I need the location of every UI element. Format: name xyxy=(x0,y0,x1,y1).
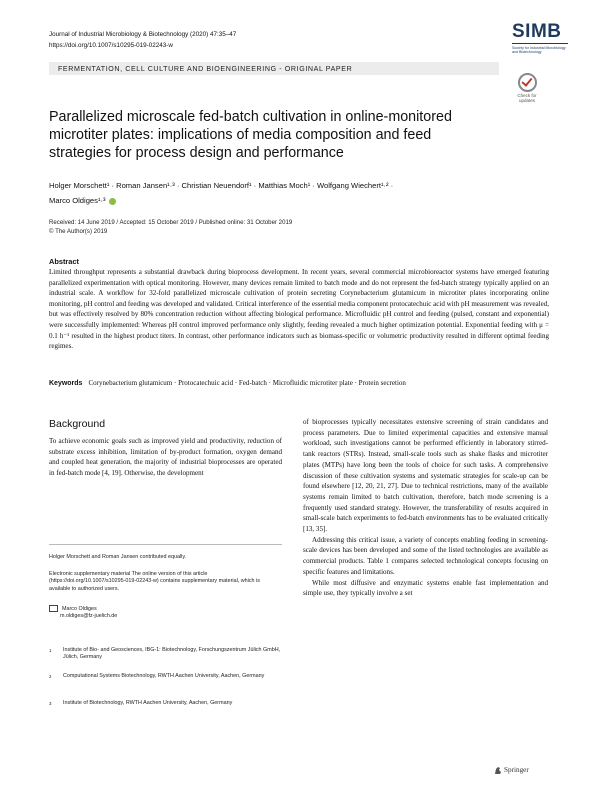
corresponding-author[interactable]: Marco Oldiges¹·³ xyxy=(49,196,106,205)
body-paragraph-2: Addressing this critical issue, a variety of concepts enabling feeding in screening-scale devices has been developed and some of the listed technologies are available as commercial products. Table 1 compares selected technological concepts focusing on specific features and limitations. xyxy=(303,535,548,576)
logo-text: SIMB xyxy=(512,21,562,42)
footnote-divider xyxy=(49,544,282,545)
article-title: Parallelized microscale fed-batch cultivation in online-monitored microtiter plates: implications of media composition and feed strategies for process design and performance xyxy=(49,109,452,161)
publisher-logo xyxy=(494,766,529,775)
keywords-text: Corynebacterium glutamicum · Protocatechuic acid · Fed-batch · Microfluidic microtiter plate · Protein secretion xyxy=(88,379,406,387)
springer-horse-icon xyxy=(494,766,502,775)
logo-subtitle: Society for Industrial Microbiology and Biotechnology xyxy=(512,46,566,55)
keywords-label: Keywords xyxy=(49,380,83,387)
left-column-paragraph: To achieve economic goals such as improved yield and productivity, reduction of substrate excess inhibition, limitation of by-product formation, oxygen demand and coupled heat generation, the majority of industrial bioprocesses are operated in fed-batch mode [4, 19]. Otherwise, the development xyxy=(49,437,282,478)
esm-note: Electronic supplementary material The online version of this article (https://doi.org/10.1007/s10295-019-02243-w) contains supplementary material, which is available to authorized users. xyxy=(49,571,260,592)
section-heading-background: Background xyxy=(49,418,106,430)
envelope-icon xyxy=(49,605,58,612)
journal-logo xyxy=(512,22,568,55)
article-category: FERMENTATION, CELL CULTURE AND BIOENGINEERING - ORIGINAL PAPER xyxy=(58,65,353,73)
affiliation-3 xyxy=(49,700,282,707)
contact-name: Marco Oldiges xyxy=(62,605,97,612)
received-dates: Received: 14 June 2019 / Accepted: 15 October 2019 / Published online: 31 October 2019 xyxy=(49,219,293,226)
author-list xyxy=(49,178,489,208)
affiliation-text: Institute of Biotechnology, RWTH Aachen University, Aachen, Germany xyxy=(63,700,233,706)
affiliation-number: 3 xyxy=(49,701,52,706)
body-paragraph-1: of bioprocesses typically necessitates extensive screening of strain candidates and process parameters. Due to limited experimental capacities and extensive manual workload, such investigations cannot be performed efficiently in laboratory stirred-tank reactors (STRs). Instead, small-scale tools such as shake flasks and microtiter plates (MTPs) have long been the tools of choice for such tasks. A comprehensive discussion of these cultivation systems and systematic strategies for scale-up can be found elsewhere [12, 20, 21, 27]. Due to technical restrictions, many of the available systems remain limited to batch cultivation, therefore, batch mode screening is a frequently used standard strategy. However, the transferability of results acquired in small-scale batch experiments to fed-batch environments has to be evaluated critically [13, 35]. xyxy=(303,418,548,534)
copyright: © The Author(s) 2019 xyxy=(49,228,108,235)
orcid-icon[interactable] xyxy=(109,198,116,205)
right-column xyxy=(303,417,548,599)
abstract-heading: Abstract xyxy=(49,257,79,266)
abstract-text: Limited throughput represents a substantial drawback during bioprocess development. In recent years, several commercial microbioreactor systems have emerged featuring parallelized experimentation with optical monitoring. However, many devices remain limited to batch mode and do not represent the fed-batch strategy typically applied on an industrial scale. A workflow for 32-fold parallelized microscale cultivation of protein secreting Corynebacterium glutamicum in microtiter plates incorporating online monitoring, pH control and feeding was developed and validated. Critical interference of the essential media component protocatechuic acid with pH measurement was revealed, but was effectively resolved by 80% concentration reduction without affecting biological performance. Microfluidic pH control and feeding (pulsed, constant and exponential) were successfully implemented: Whereas pH control improved performance only slightly, feeding revealed a much higher optimization potential. Exponential feeding with μ = 0.1 h⁻¹ resulted in the highest product titers. In contrast, other performance indicators such as biomass-specific or volumetric productivity resulted in different optimal feeding regimes. xyxy=(49,268,549,351)
check-updates-label: Check for updates xyxy=(517,93,537,103)
body-paragraph-3: While most diffusive and enzymatic systems enable fast implementation and simple use, they typically involve a set xyxy=(303,578,548,598)
article-dates xyxy=(49,218,292,236)
correspondence xyxy=(49,605,282,621)
affiliation-text: Computational Systems Biotechnology, RWTH Aachen University, Aachen, Germany xyxy=(63,673,265,679)
affiliation-text: Institute of Bio- and Geosciences, IBG-1: Biotechnology, Forschungszentrum Jülich GmbH, Jülich, Germany xyxy=(63,647,281,661)
doi-link[interactable]: https://doi.org/10.1007/s10295-019-02243-w xyxy=(49,42,173,49)
logo-rule xyxy=(512,43,568,44)
authors-line-1: Holger Morschett¹ · Roman Jansen¹·³ · Christian Neuendorf¹ · Matthias Moch¹ · Wolfgang Wiechert¹·² · xyxy=(49,181,394,190)
keywords xyxy=(49,378,549,389)
journal-citation: Journal of Industrial Microbiology & Biotechnology (2020) 47:35–47 xyxy=(49,31,237,38)
affiliation-2 xyxy=(49,673,282,680)
affiliation-number: 1 xyxy=(49,648,52,653)
check-mark-icon xyxy=(518,73,537,92)
authors-line-2 xyxy=(49,193,489,208)
contact-email[interactable]: m.oldiges@fz-juelich.de xyxy=(60,613,118,620)
equal-contribution-note: Holger Morschett and Roman Jansen contributed equally. xyxy=(49,554,187,560)
publisher-name: Springer xyxy=(504,766,529,775)
check-for-updates-button[interactable] xyxy=(511,73,543,103)
affiliation-1 xyxy=(49,647,282,662)
affiliation-number: 2 xyxy=(49,674,52,679)
